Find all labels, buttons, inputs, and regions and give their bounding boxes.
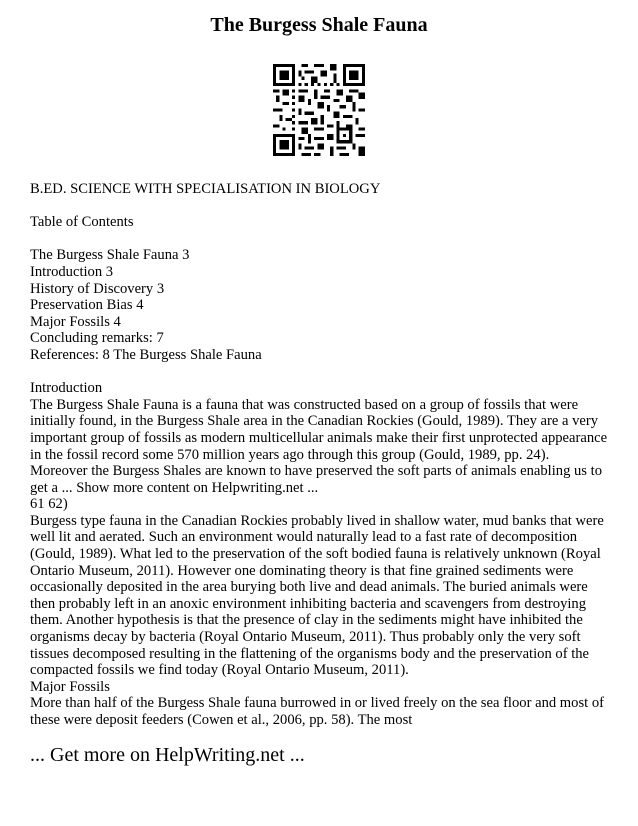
toc-entry: Introduction 3 bbox=[30, 263, 114, 280]
toc-entry: Concluding remarks: 7 bbox=[30, 330, 164, 347]
toc-entry: The Burgess Shale Fauna 3 bbox=[30, 247, 190, 264]
qr-code-icon[interactable] bbox=[273, 64, 365, 156]
preservation-paragraph: Burgess type fauna in the Canadian Rockies probably lived in shallow water, mud banks that were well lit and aerated. Such an environment would naturally lead to a fast rate of decomposition (Gould, 1989). What led to the preservation of the soft bodied fauna is relatively unknown (Royal Ontario Museum, 2011). However one dominating theory is that fine grained sediments were occasionally deposited in the area burying both live and dead animals. The buried animals were then probably left in an anoxic environment inhibiting bacteria and scavengers from destroying them. Another hypothesis is that the presence of clay in the sediments might have inhibited the organisms decay by bacteria (Royal Ontario Museum, 2011). Thus probably only the very soft tissues decomposed resulting in the flattening of the organisms body and the preservation of the compacted fossils we find today (Royal Ontario Museum, 2011). bbox=[30, 512, 604, 679]
toc-entry: Major Fossils 4 bbox=[30, 313, 121, 330]
document-title: The Burgess Shale Fauna bbox=[210, 14, 428, 36]
document-body bbox=[30, 181, 610, 729]
toc-heading: Table of Contents bbox=[30, 214, 134, 231]
fossils-heading: Major Fossils bbox=[30, 678, 110, 695]
intro-paragraph: The Burgess Shale Fauna is a fauna that was constructed based on a group of fossils that were initially found, in the Burgess Shale area in the Canadian Rockies (Gould, 1989). They are a very important group of fossils as modern multicellular animals make their first unprotected appearance in the fossil record some 570 million years ago through this group (Gould, 1989, pp. 24). Moreover the Burgess Shales are known to have preserved the soft parts of animals enabling us to get a ... Show more content on Helpwriting.net ... bbox=[30, 396, 608, 496]
subject-line: B.ED. SCIENCE WITH SPECIALISATION IN BIOLOGY bbox=[30, 181, 381, 197]
toc-entry: History of Discovery 3 bbox=[30, 280, 165, 297]
toc-entry: References: 8 The Burgess Shale Fauna bbox=[30, 346, 262, 363]
get-more-link[interactable]: ... Get more on HelpWriting.net ... bbox=[30, 744, 305, 766]
page-reference: 61 62) bbox=[30, 496, 68, 513]
toc-entry: Preservation Bias 4 bbox=[30, 297, 144, 314]
fossils-paragraph: More than half of the Burgess Shale fauna burrowed in or lived freely on the sea floor and most of these were deposit feeders (Cowen et al., 2006, pp. 58). The most bbox=[30, 695, 604, 728]
intro-heading: Introduction bbox=[30, 380, 103, 397]
